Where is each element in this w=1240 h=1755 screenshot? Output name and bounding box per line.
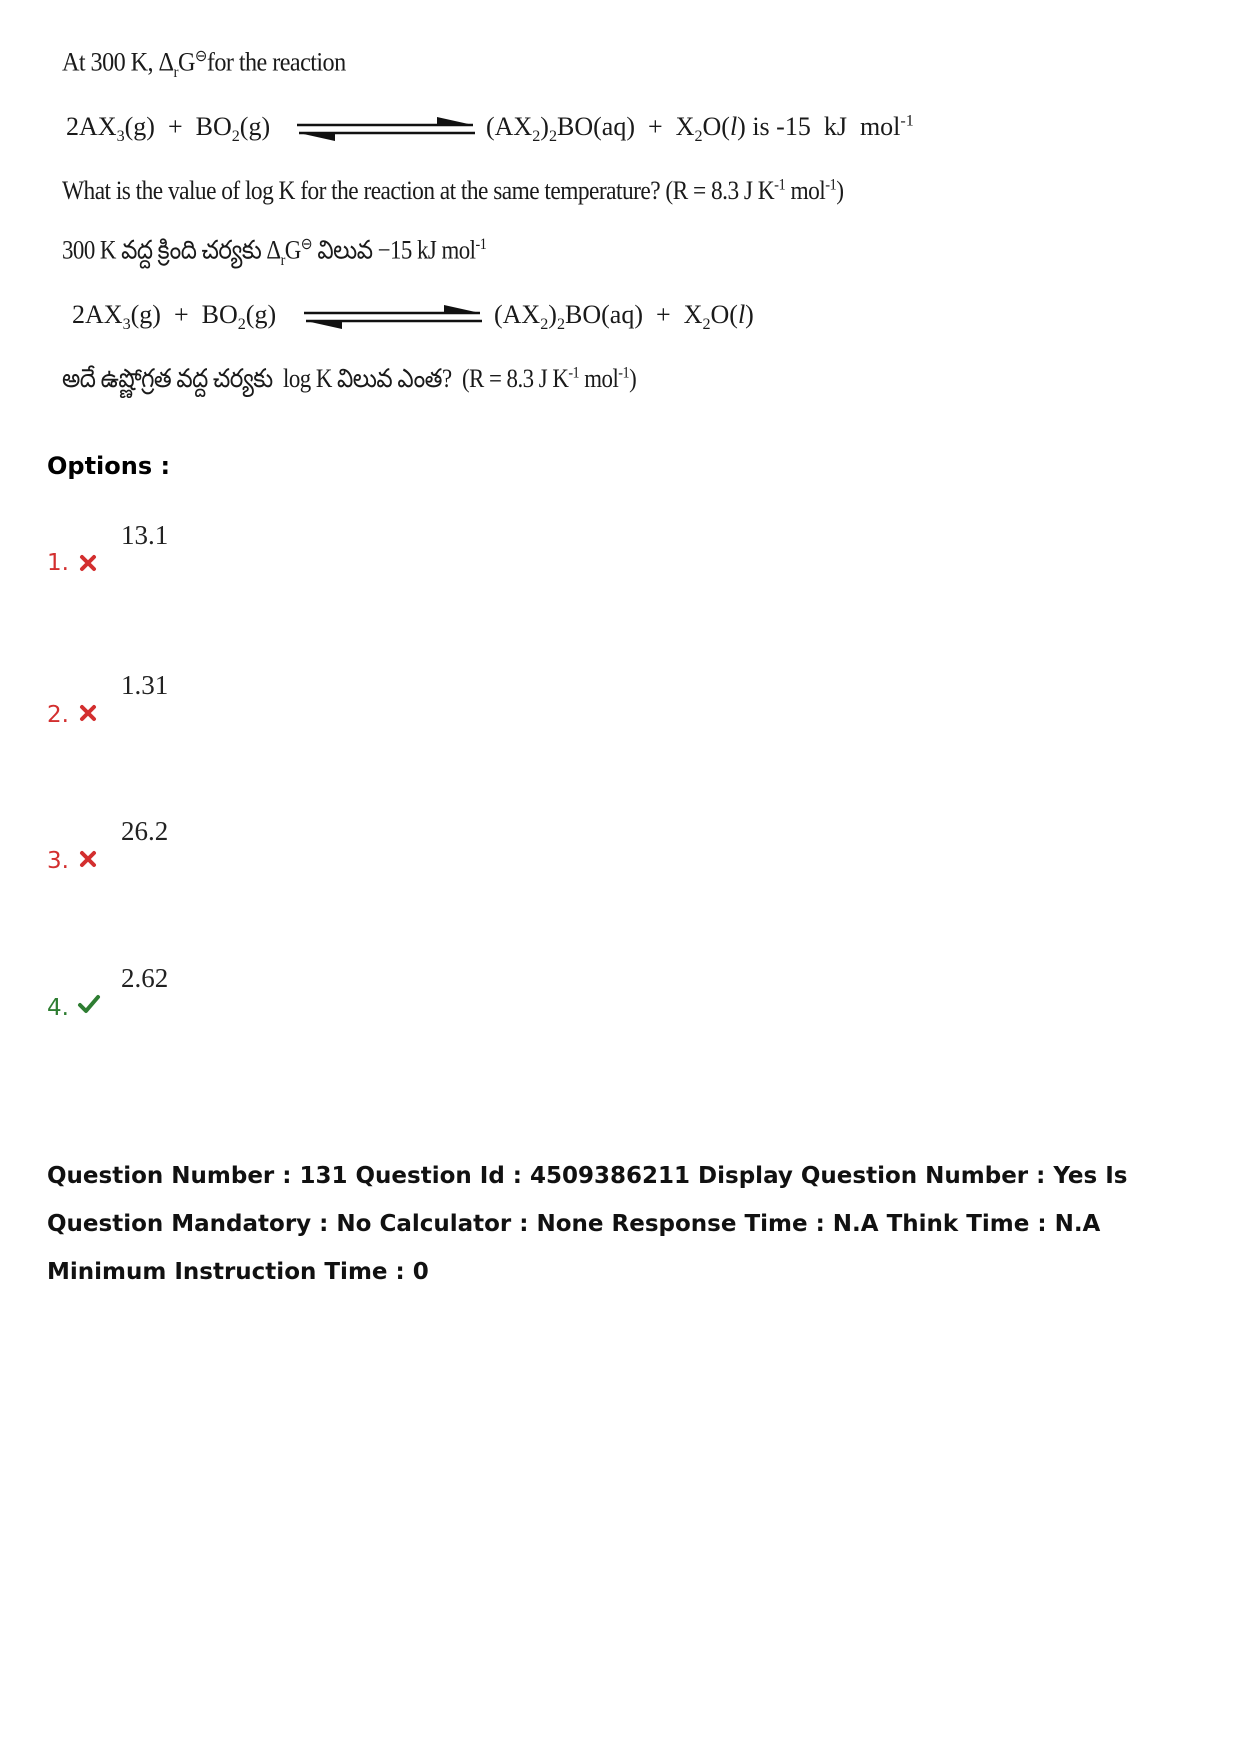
- option-3[interactable]: [47, 816, 447, 896]
- reaction-english: [62, 108, 962, 148]
- reaction-lhs: $2AX_3(g) + BO_2(g)$: [66, 112, 271, 146]
- reaction-rhs: $(AX_2)_2BO(aq) + X_2O(l)$ is -15 kJ mol$^{-1}$: [486, 112, 914, 146]
- option-number: 3.: [47, 848, 69, 874]
- option-number: 1.: [47, 550, 69, 576]
- question-metadata: Question Number : 131 Question Id : 4509386211 Display Question Number : Yes Is Question Mandatory : No Calculator : None Response Time : N.A Think Time : N.A Minimum Instruction Time : 0: [47, 1163, 1128, 1285]
- equilibrium-arrow-icon: [297, 116, 475, 142]
- option-number: 4.: [47, 995, 69, 1021]
- check-icon: [77, 993, 101, 1015]
- equilibrium-arrow-icon: [304, 304, 482, 330]
- reaction-lhs: $2AX_3(g) + BO_2(g)$: [72, 300, 277, 334]
- reaction-telugu: [62, 296, 962, 336]
- options-title: Options :: [47, 452, 171, 480]
- question-line-1: At 300 K, $\Delta_rG^⊖for$ the reaction: [62, 47, 346, 81]
- question-line-telugu-1: 300 K వద్ద క్రింది చర్యకు $\Delta_rG^⊖$ విలువ −15 kJ mol$^{-1}$: [62, 235, 487, 269]
- question-line-3: What is the value of log K for the reaction at the same temperature? (R = 8.3 J $K^{-1}$ mol$^{-1}$): [62, 176, 844, 205]
- option-value: 2.62: [121, 963, 169, 993]
- option-value: 26.2: [121, 816, 169, 846]
- option-number: 2.: [47, 702, 69, 728]
- option-1[interactable]: [47, 520, 447, 600]
- option-value: 1.31: [121, 670, 169, 700]
- cross-icon: [77, 848, 99, 870]
- cross-icon: [77, 702, 99, 724]
- option-4[interactable]: [47, 963, 447, 1043]
- option-2[interactable]: [47, 670, 447, 750]
- question-line-telugu-2: అదే ఉష్ణోగ్రత వద్ద చర్యకు log K విలువ ఎంత? (R = 8.3 J $K^{-1}$ mol$^{-1}$): [62, 364, 637, 393]
- cross-icon: [77, 552, 99, 574]
- option-value: 13.1: [121, 520, 169, 550]
- reaction-rhs: $(AX_2)_2BO(aq) + X_2O(l)$: [494, 300, 754, 334]
